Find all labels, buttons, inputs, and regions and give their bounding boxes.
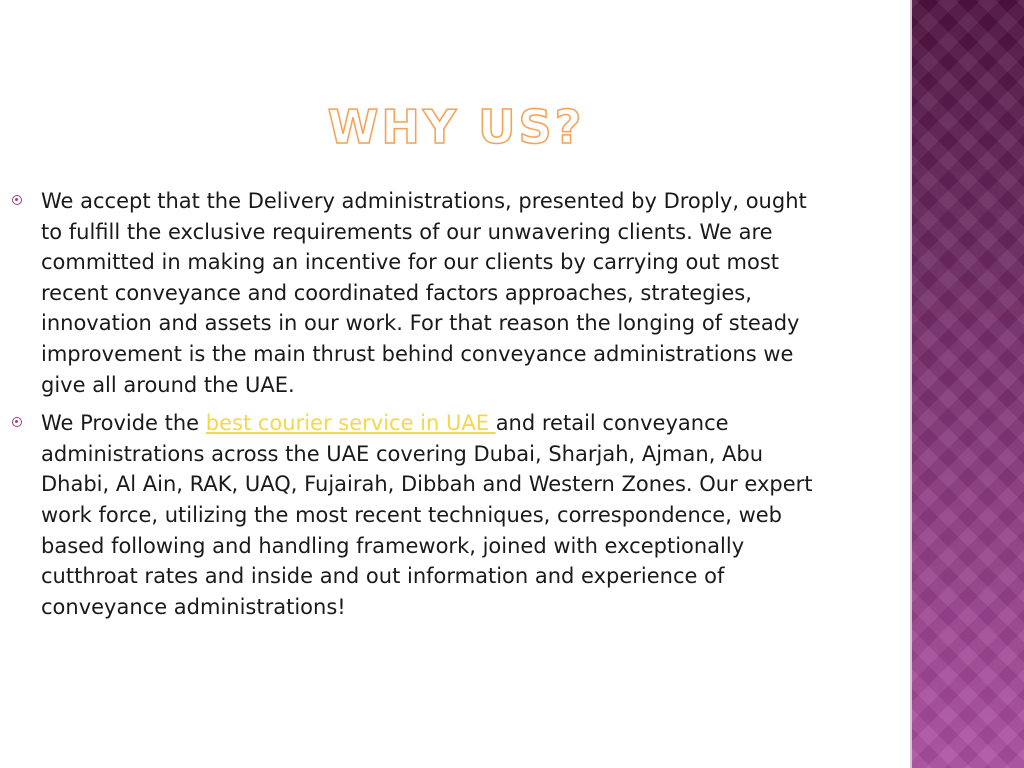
slide-title: WHY US? (327, 100, 585, 154)
circle-bullet-icon (12, 417, 22, 427)
bullet-item-2 (0, 408, 821, 622)
circle-bullet-icon (12, 195, 22, 205)
bullet-text-1: We accept that the Delivery administrations, presented by Droply, ought to fulfill the exclusive requirements of our unwavering clients. We are committed in making an incentive for our clients by carrying out most recent conveyance and coordinated factors approaches, strategies, innovation and assets in our work. For that reason the longing of steady improvement is the main thrust behind conveyance administrations we give all around the UAE. (41, 189, 807, 397)
courier-service-link[interactable]: best courier service in UAE (205, 411, 496, 436)
decorative-side-band (912, 0, 1024, 768)
bullet-text-2-after: and retail conveyance administrations across the UAE covering Dubai, Sharjah, Ajman, Abu Dhabi, Al Ain, RAK, UAQ, Fujairah, Dibbah and Western Zones. Our expert work force, utilizing the most recent techniques, correspondence, web based following and handling framework, joined with exceptionally cutthroat rates and inside and out information and experience of conveyance administrations! (41, 411, 813, 619)
bullet-item-1 (0, 186, 821, 400)
bullet-text-2-before: We Provide the (41, 411, 206, 436)
bullet-list (0, 186, 860, 630)
